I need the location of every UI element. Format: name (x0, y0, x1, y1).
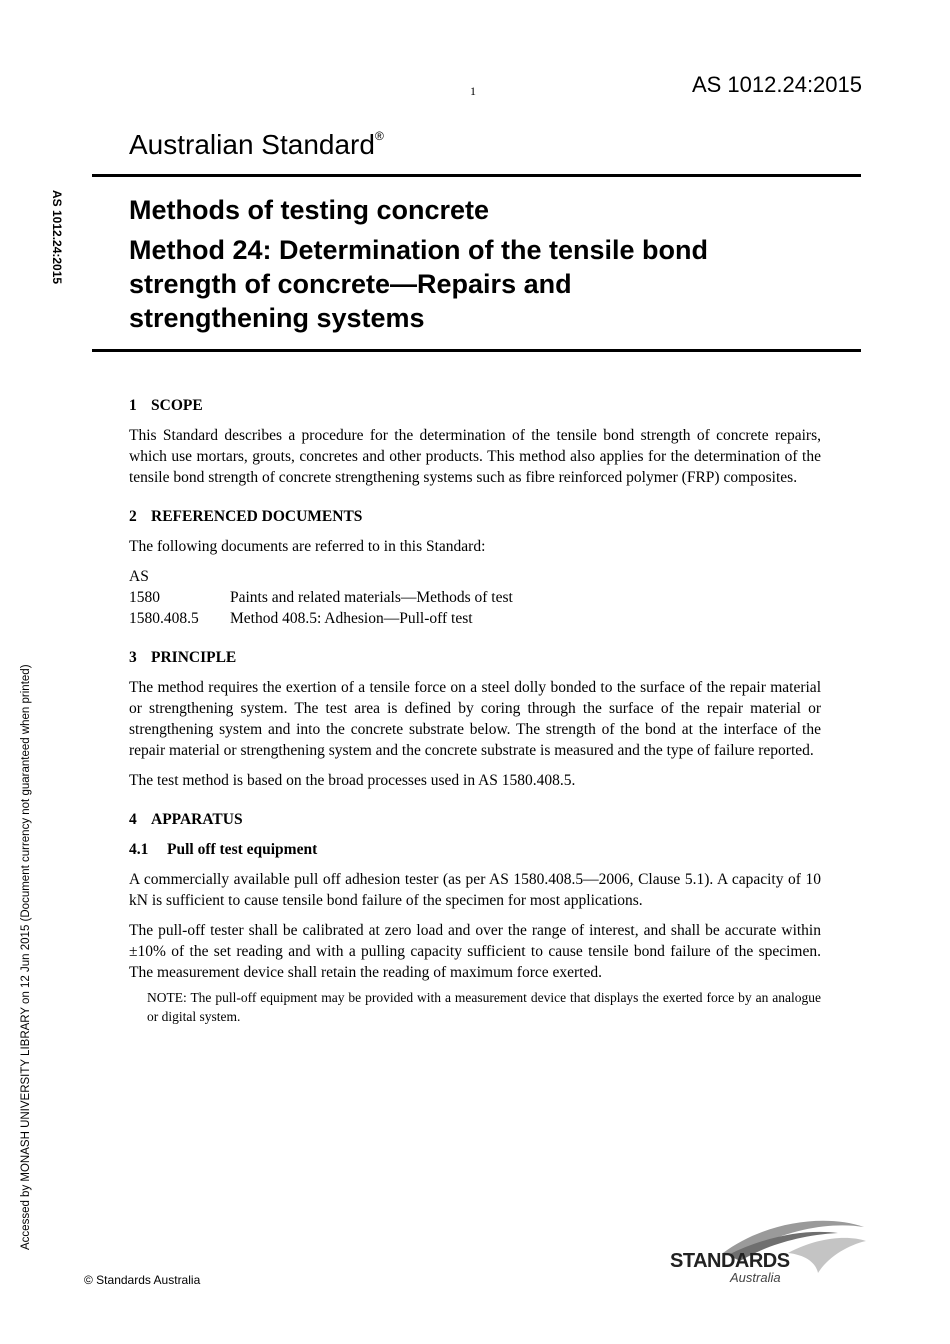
access-note-text: Accessed by MONASH UNIVERSITY LIBRARY on 12 Jun 2015 (Document currency not guaranteed when printed) (20, 664, 32, 1250)
standard-series (129, 129, 384, 161)
paragraph: This Standard describes a procedure for the determination of the tensile bond strength of concrete repairs, which use mortars, grouts, concretes and other products. This method also applies for the determination of the tensile bond strength of concrete strengthening systems such as fibre reinforced polymer (FRP) composites. (129, 427, 821, 486)
section-number: 3 (129, 649, 137, 666)
reference-group-label: AS (129, 568, 149, 585)
reference-code: 1580.408.5 (129, 610, 199, 627)
document-title (129, 193, 849, 335)
reference-title: Method 408.5: Adhesion—Pull-off test (230, 610, 473, 627)
note: NOTE: The pull-off equipment may be provided with a measurement device that displays the exerted force by an analogue or digital system. (147, 990, 821, 1024)
section-title: APPARATUS (151, 811, 243, 828)
section-number: 1 (129, 397, 137, 414)
section-principle (129, 647, 821, 791)
paragraph: A commercially available pull off adhesion tester (as per AS 1580.408.5—2006, Clause 5.1). A capacity of 10 kN is sufficient to cause tensile bond failure of the specimen for most applications. (129, 871, 821, 909)
title-sub-line: strength of concrete—Repairs and (129, 269, 572, 299)
section-heading (129, 506, 821, 527)
section-number: 4 (129, 811, 137, 828)
side-code-text: AS 1012.24:2015 (50, 190, 64, 285)
subsection-number: 4.1 (129, 841, 149, 858)
subsection-title: Pull off test equipment (167, 841, 318, 858)
copyright-footer: © Standards Australia (84, 1273, 201, 1287)
section-apparatus (129, 809, 821, 1026)
paragraph: The following documents are referred to in this Standard: (129, 538, 486, 555)
title-main: Methods of testing concrete (129, 195, 490, 225)
paragraph: The method requires the exertion of a tensile force on a steel dolly bonded to the surface of the repair material or strengthening system. The test area is defined by coring through the surface of the repair material or strengthening system and into the concrete substrate below. The strength of the bond at the interface of the repair material or strengthening system and the concrete substrate is measured and the type of failure reported. (129, 679, 821, 759)
body-content (129, 395, 821, 1044)
section-title: REFERENCED DOCUMENTS (151, 508, 363, 525)
title-sub-line: strengthening systems (129, 303, 425, 333)
logo-subwordmark: Australia (730, 1270, 781, 1285)
section-title: SCOPE (151, 397, 203, 414)
reference-title: Paints and related materials—Methods of test (230, 589, 513, 606)
top-rule (92, 174, 861, 177)
section-references (129, 506, 821, 629)
section-heading (129, 647, 821, 668)
reference-group (129, 566, 821, 587)
title-sub-line: Method 24: Determination of the tensile bond (129, 235, 709, 265)
reference-list (129, 566, 821, 629)
reference-code: 1580 (129, 589, 160, 606)
page-number: 1 (470, 84, 476, 98)
section-heading (129, 395, 821, 416)
section-scope (129, 395, 821, 488)
reference-item (129, 587, 821, 608)
paragraph: The pull-off tester shall be calibrated at zero load and over the range of interest, and shall be accurate within ±10% of the set reading and with a pulling capacity sufficient to cause tensile bond failure of the specimen. The measurement device shall retain the reading of maximum force exerted. (129, 922, 821, 981)
reference-item (129, 608, 821, 629)
paragraph: The test method is based on the broad processes used in AS 1580.408.5. (129, 772, 576, 789)
section-title: PRINCIPLE (151, 649, 237, 666)
section-number: 2 (129, 508, 137, 525)
section-heading (129, 809, 821, 830)
bottom-rule (92, 349, 861, 352)
standard-code: AS 1012.24:2015 (691, 72, 862, 97)
subsection-heading (129, 839, 821, 860)
side-standard-code (50, 190, 70, 310)
series-label: Australian Standard (129, 129, 375, 160)
registered-mark: ® (374, 129, 384, 143)
logo-wordmark: STANDARDS (670, 1250, 790, 1272)
